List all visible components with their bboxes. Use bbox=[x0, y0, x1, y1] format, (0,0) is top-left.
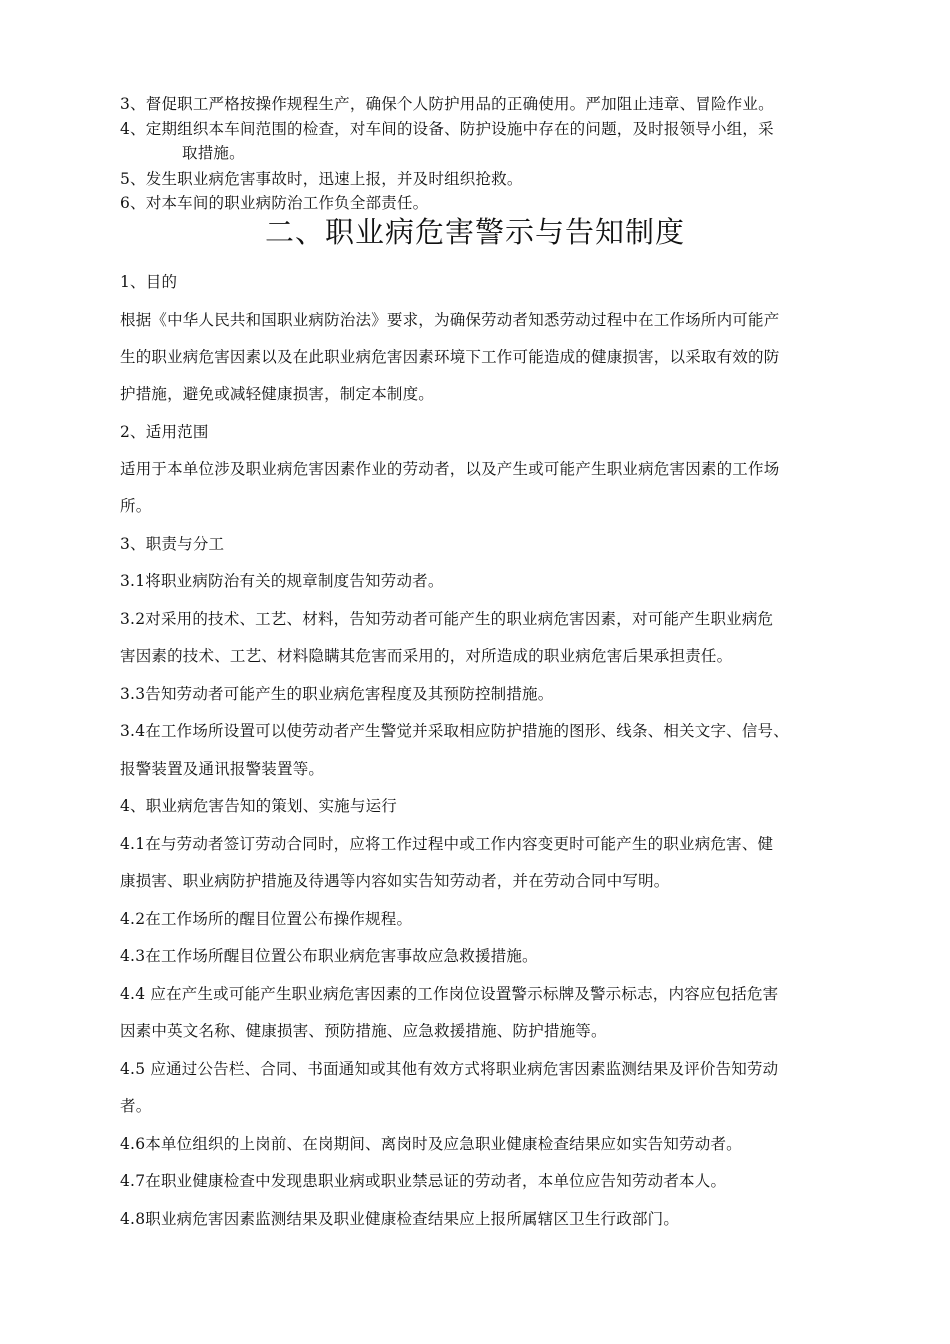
list-item-4: 4、定期组织本车间范围的检查，对车间的设备、防护设施中存在的问题，及时报领导小组，采 bbox=[120, 120, 774, 138]
list-item-5: 5、发生职业病危害事故时，迅速上报，并及时组织抢救。 bbox=[120, 170, 523, 188]
list-item-4-continued: 取措施。 bbox=[182, 144, 245, 162]
heading-scope: 2、适用范围 bbox=[120, 423, 209, 441]
paragraph-line: 4.4 应在产生或可能产生职业病危害因素的工作岗位设置警示标牌及警示标志，内容应包括危害 bbox=[120, 985, 779, 1003]
section-title: 二、职业病危害警示与告知制度 bbox=[264, 215, 685, 249]
paragraph-line: 4.2在工作场所的醒目位置公布操作规程。 bbox=[120, 910, 413, 928]
paragraph-line: 4.7在职业健康检查中发现患职业病或职业禁忌证的劳动者，本单位应告知劳动者本人。 bbox=[120, 1172, 727, 1190]
list-item-3: 3、督促职工严格按操作规程生产，确保个人防护用品的正确使用。严加阻止违章、冒险作业。 bbox=[120, 95, 774, 113]
paragraph-line: 4.5 应通过公告栏、合同、书面通知或其他有效方式将职业病危害因素监测结果及评价告知劳动 bbox=[120, 1060, 779, 1078]
list-item-6: 6、对本车间的职业病防治工作负全部责任。 bbox=[120, 194, 429, 212]
paragraph-line: 因素中英文名称、健康损害、预防措施、应急救援措施、防护措施等。 bbox=[120, 1022, 607, 1040]
paragraph-line: 3.2对采用的技术、工艺、材料，告知劳动者可能产生的职业病危害因素，对可能产生职业病危 bbox=[120, 610, 774, 628]
heading-responsibilities: 3、职责与分工 bbox=[120, 535, 225, 553]
paragraph-line: 3.4在工作场所设置可以使劳动者产生警觉并采取相应防护措施的图形、线条、相关文字、信号、 bbox=[120, 722, 789, 740]
heading-purpose: 1、目的 bbox=[120, 273, 178, 291]
paragraph-line: 生的职业病危害因素以及在此职业病危害因素环境下工作可能造成的健康损害，以采取有效的防 bbox=[120, 348, 780, 366]
paragraph-line: 害因素的技术、工艺、材料隐瞒其危害而采用的，对所造成的职业病危害后果承担责任。 bbox=[120, 647, 733, 665]
paragraph-line: 4.8职业病危害因素监测结果及职业健康检查结果应上报所属辖区卫生行政部门。 bbox=[120, 1210, 680, 1228]
paragraph-line: 所。 bbox=[120, 497, 152, 515]
paragraph-line: 报警装置及通讯报警装置等。 bbox=[120, 760, 325, 778]
paragraph-line: 者。 bbox=[120, 1097, 152, 1115]
paragraph-line: 根据《中华人民共和国职业病防治法》要求，为确保劳动者知悉劳动过程中在工作场所内可能产 bbox=[120, 311, 780, 329]
paragraph-line: 康损害、职业病防护措施及待遇等内容如实告知劳动者，并在劳动合同中写明。 bbox=[120, 872, 670, 890]
paragraph-line: 护措施，避免或减轻健康损害，制定本制度。 bbox=[120, 385, 435, 403]
paragraph-line: 4.1在与劳动者签订劳动合同时，应将工作过程中或工作内容变更时可能产生的职业病危害、健 bbox=[120, 835, 774, 853]
paragraph-line: 适用于本单位涉及职业病危害因素作业的劳动者，以及产生或可能产生职业病危害因素的工作场 bbox=[120, 460, 780, 478]
paragraph-line: 4.3在工作场所醒目位置公布职业病危害事故应急救援措施。 bbox=[120, 947, 538, 965]
paragraph-line: 3.3告知劳动者可能产生的职业病危害程度及其预防控制措施。 bbox=[120, 685, 554, 703]
paragraph-line: 3.1将职业病防治有关的规章制度告知劳动者。 bbox=[120, 572, 444, 590]
paragraph-line: 4.6本单位组织的上岗前、在岗期间、离岗时及应急职业健康检查结果应如实告知劳动者。 bbox=[120, 1135, 742, 1153]
heading-notification-planning: 4、职业病危害告知的策划、实施与运行 bbox=[120, 797, 397, 815]
